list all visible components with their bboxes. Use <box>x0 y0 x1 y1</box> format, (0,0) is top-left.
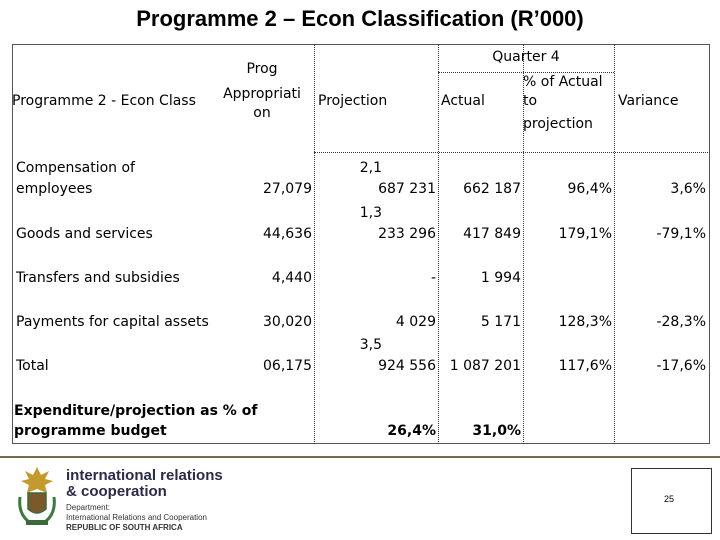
row-variance: -28,3% <box>656 314 706 330</box>
row-projection: - <box>430 270 436 286</box>
row-projection: 26,4% <box>387 423 436 439</box>
row-variance: 3,6% <box>670 181 706 197</box>
row-projection: 2,1 <box>359 160 382 176</box>
column-divider <box>614 44 615 444</box>
column-divider <box>438 44 439 444</box>
row-label: programme budget <box>14 423 167 439</box>
row-label: Payments for capital assets <box>16 314 209 330</box>
header-pct-line1: % of Actual <box>523 74 603 90</box>
row-label: Total <box>16 358 49 374</box>
row-variance: -79,1% <box>656 226 706 242</box>
department-name: International Relations and Cooperation <box>66 513 207 522</box>
column-divider <box>314 44 315 444</box>
row-label: Compensation of <box>16 160 135 176</box>
row-pct: 117,6% <box>558 358 612 374</box>
row-projection: 4 029 <box>395 314 436 330</box>
header-actual: Actual <box>441 93 485 109</box>
country-name: REPUBLIC OF SOUTH AFRICA <box>66 523 183 532</box>
header-appropriation-line3: on <box>253 105 271 121</box>
header-pct-line2: to <box>523 93 538 109</box>
brand-name: & cooperation <box>66 483 167 500</box>
brand-name: international relations <box>66 467 223 484</box>
header-divider <box>314 152 710 153</box>
row-actual: 5 171 <box>480 314 521 330</box>
row-label: Expenditure/projection as % of <box>14 403 258 419</box>
slide-title: Programme 2 – Econ Classification (R’000) <box>136 6 584 31</box>
row-appropriation: 27,079 <box>263 181 312 197</box>
department-label: Department: <box>66 503 111 512</box>
row-actual: 1 087 201 <box>449 358 521 374</box>
row-pct: 179,1% <box>558 226 612 242</box>
row-appropriation: 06,175 <box>263 358 312 374</box>
header-projection: Projection <box>318 93 388 109</box>
header-variance: Variance <box>618 93 679 109</box>
row-projection: 687 231 <box>378 181 436 197</box>
row-pct: 96,4% <box>567 181 612 197</box>
row-actual: 1 994 <box>480 270 521 286</box>
row-label: Goods and services <box>16 226 153 242</box>
row-label: Transfers and subsidies <box>16 270 180 286</box>
row-appropriation: 30,020 <box>263 314 312 330</box>
header-econ-class: Programme 2 - Econ Class <box>12 93 196 109</box>
row-actual: 662 187 <box>463 181 521 197</box>
row-label: employees <box>16 181 93 197</box>
row-projection: 3,5 <box>359 337 382 353</box>
row-projection: 924 556 <box>378 358 436 374</box>
page-number: 25 <box>664 494 675 504</box>
header-quarter: Quarter 4 <box>492 49 560 65</box>
row-actual: 31,0% <box>472 423 521 439</box>
row-projection: 233 296 <box>378 226 436 242</box>
row-projection: 1,3 <box>359 205 382 221</box>
header-pct-line3: projection <box>523 116 593 132</box>
row-appropriation: 4,440 <box>271 270 312 286</box>
row-appropriation: 44,636 <box>263 226 312 242</box>
row-pct: 128,3% <box>558 314 612 330</box>
row-actual: 417 849 <box>463 226 521 242</box>
row-variance: -17,6% <box>656 358 706 374</box>
coat-of-arms-icon <box>14 463 60 529</box>
header-appropriation-line1: Prog <box>246 61 278 77</box>
footer-rule <box>0 456 720 458</box>
header-appropriation-line2: Appropriati <box>223 86 301 102</box>
